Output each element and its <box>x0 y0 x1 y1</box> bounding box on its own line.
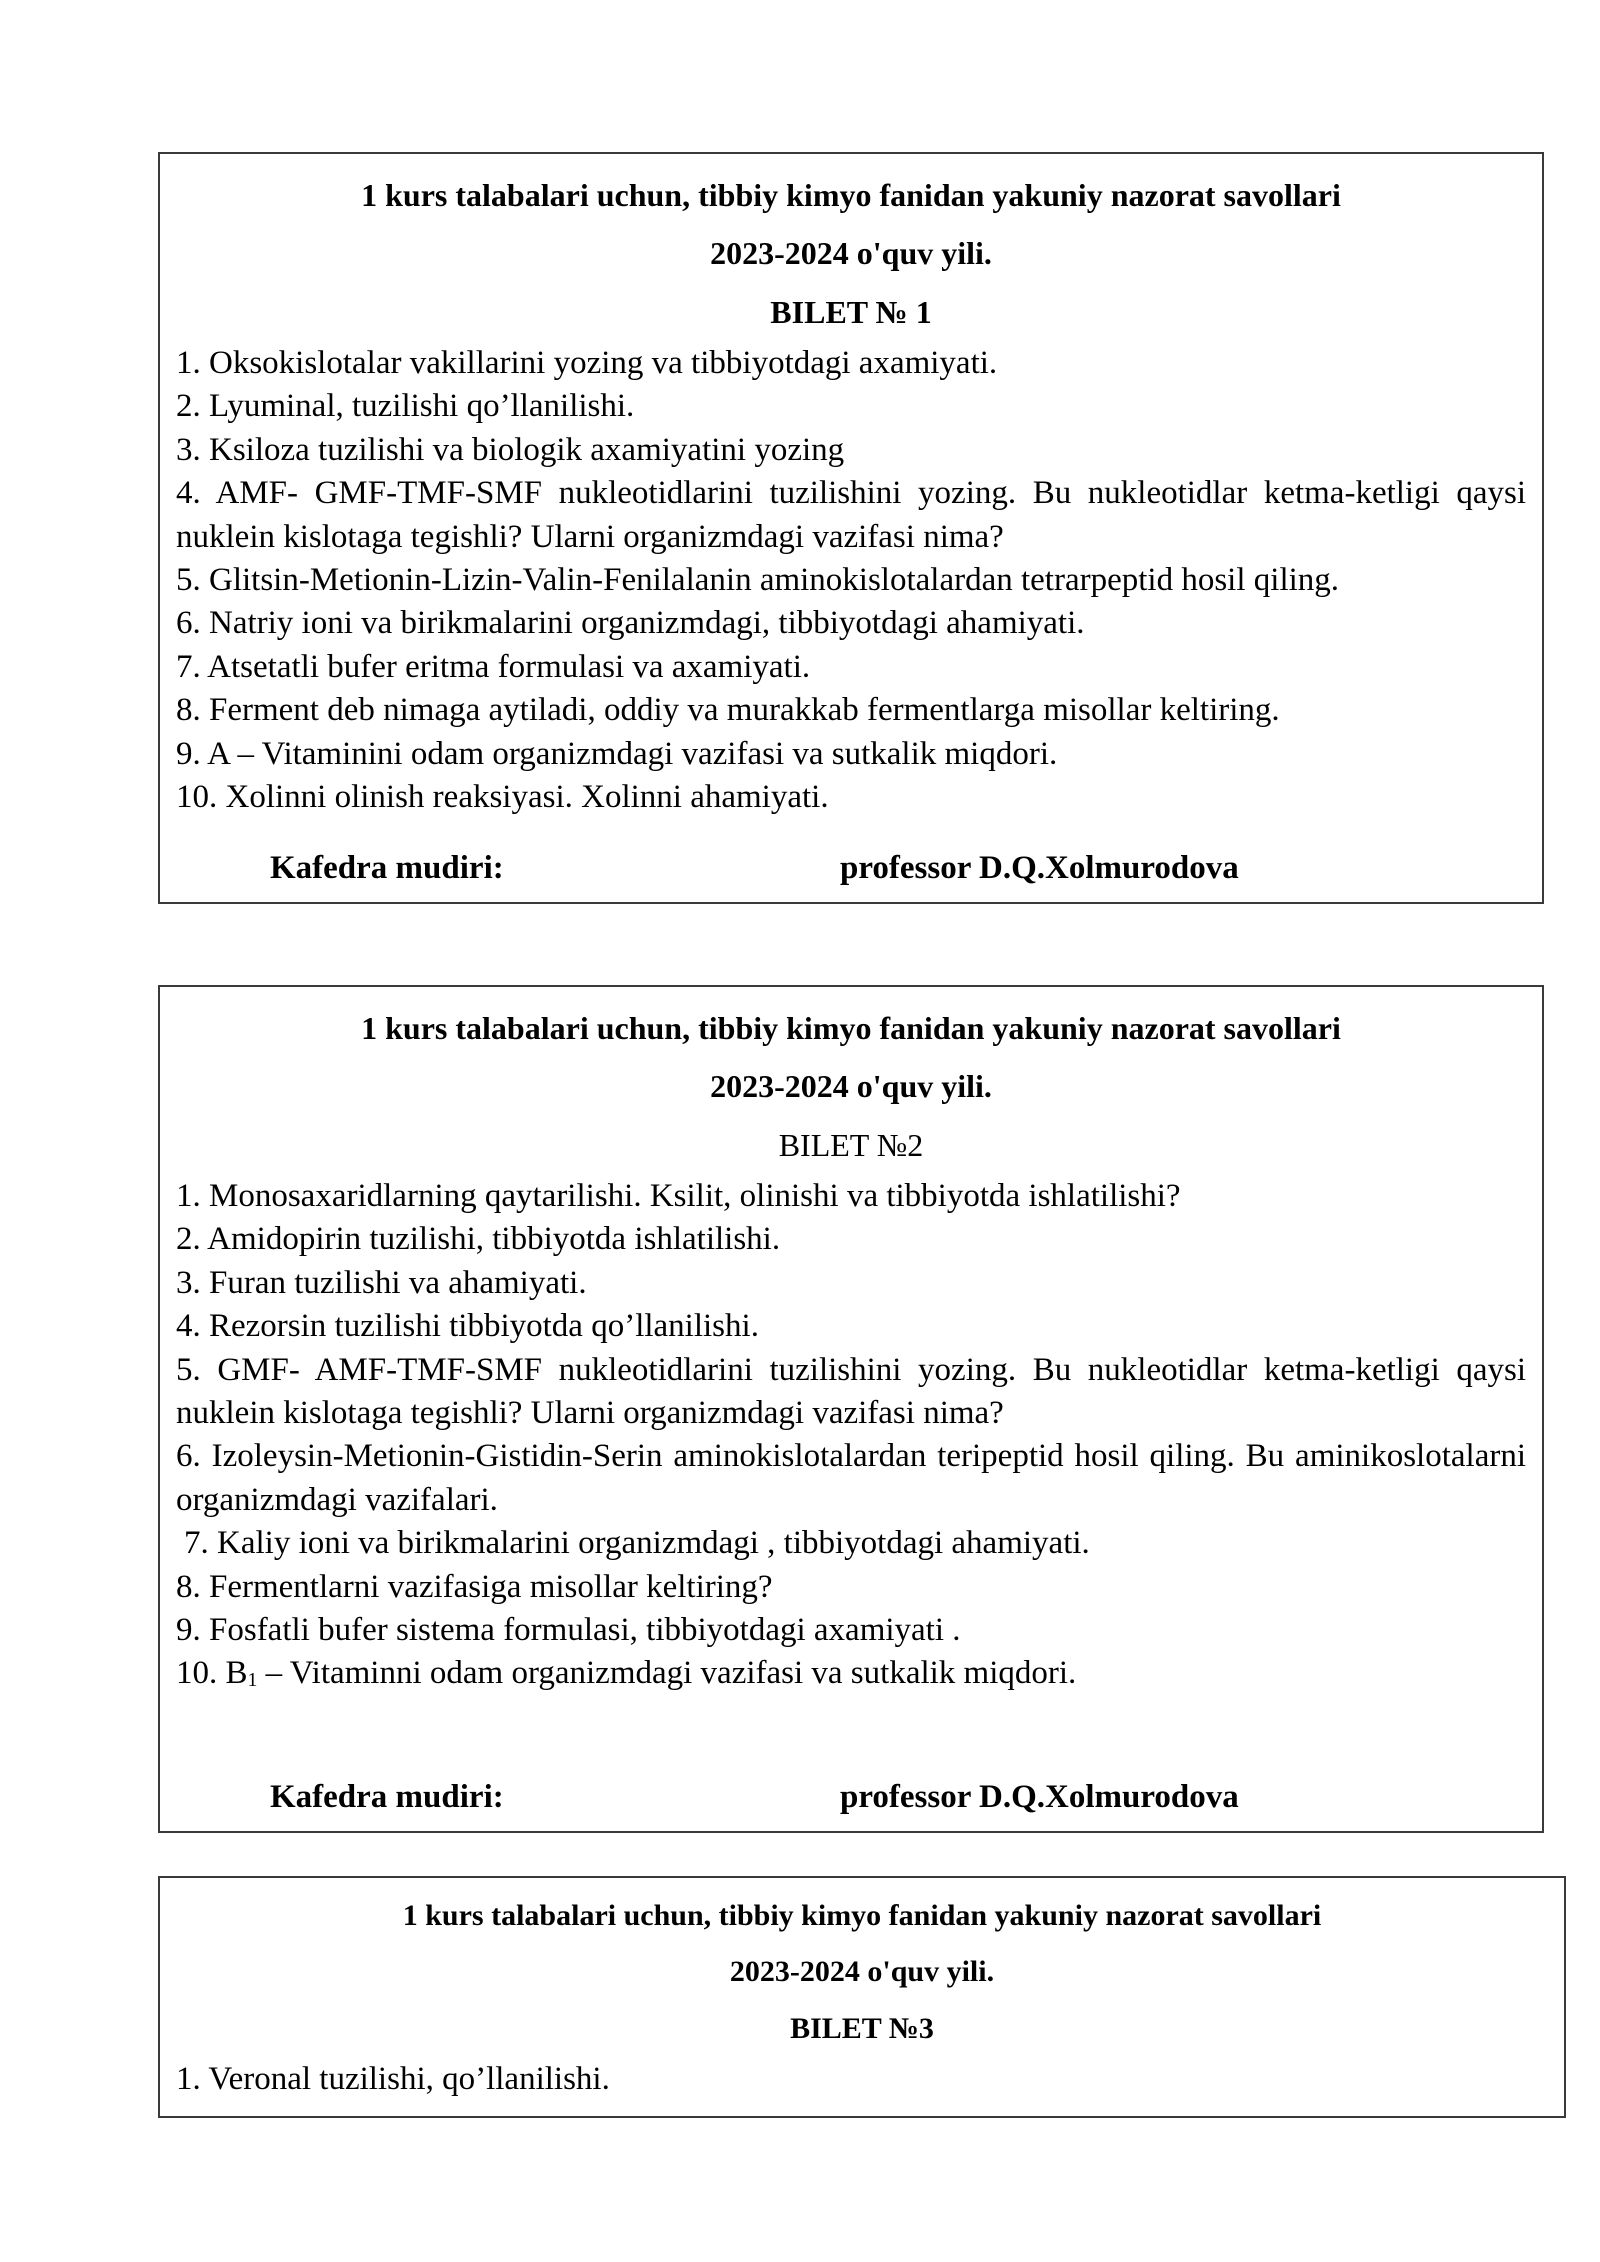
ticket-3 <box>158 1876 1566 2118</box>
question-list <box>176 342 1526 819</box>
question-item: 2. Lyuminal, tuzilishi qo’llanilishi. <box>176 388 635 425</box>
ticket-title: 1 kurs talabalari uchun, tibbiy kimyo fanidan yakuniy nazorat savollari <box>361 177 1341 213</box>
question-item: 3. Ksiloza tuzilishi va biologik axamiyatini yozing <box>176 431 845 468</box>
question-item: 1. Oksokislotalar vakillarini yozing va tibbiyotdagi axamiyati. <box>176 345 998 381</box>
question-item: 6. Natriy ioni va birikmalarini organizmdagi, tibbiyotdagi ahamiyati. <box>176 605 1085 642</box>
question-item <box>176 1652 1526 1702</box>
question-item: 3. Furan tuzilishi va ahamiyati. <box>176 1264 587 1301</box>
ticket-title: 1 kurs talabalari uchun, tibbiy kimyo fanidan yakuniy nazorat savollari <box>361 1010 1341 1046</box>
question-item: 10. Xolinni olinish reaksiyasi. Xolinni ahamiyati. <box>176 779 829 816</box>
subscript: 1 <box>247 1669 258 1692</box>
ticket-number: BILET № 1 <box>770 294 932 330</box>
question-item: 1. Veronal tuzilishi, qo’llanilishi. <box>176 2061 610 2097</box>
question-item: 9. Fosfatli bufer sistema formulasi, tibbiyotdagi axamiyati . <box>176 1612 961 1649</box>
question-item: 4. AMF- GMF-TMF-SMF nukleotidlarini tuzilishini yozing. Bu nukleotidlar ketma-ketligi qaysi nuklein kislotaga tegishli? Ularni organizmdagi vazifasi nima? <box>176 475 1526 555</box>
signature-label: Kafedra mudiri: <box>270 1779 504 1815</box>
question-rest: – Vitaminni odam organizmdagi vazifasi va sutkalik miqdori. <box>257 1655 1077 1692</box>
question-prefix: 10. B <box>176 1655 248 1692</box>
ticket-year: 2023-2024 o'quv yili. <box>729 1955 995 1988</box>
question-item: 6. Izoleysin-Metionin-Gistidin-Serin aminokislotalardan teripeptid hosil qiling. Bu aminikoslotalarni organizmdagi vazifalari. <box>176 1438 1526 1518</box>
ticket-title: 1 kurs talabalari uchun, tibbiy kimyo fanidan yakuniy nazorat savollari <box>402 1899 1322 1932</box>
question-item: 7. Atsetatli bufer eritma formulasi va axamiyati. <box>176 648 811 685</box>
question-list <box>176 1175 1526 1703</box>
question-item: 5. GMF- AMF-TMF-SMF nukleotidlarini tuzilishini yozing. Bu nukleotidlar ketma-ketligi qaysi nuklein kislotaga tegishli? Ularni organizmdagi vazifasi nima? <box>176 1351 1526 1432</box>
ticket-2 <box>158 985 1544 1833</box>
ticket-year: 2023-2024 o'quv yili. <box>710 235 992 271</box>
question-item: 8. Fermentlarni vazifasiga misollar keltiring? <box>176 1568 773 1605</box>
ticket-number: BILET №3 <box>790 2012 934 2045</box>
ticket-1 <box>158 152 1544 904</box>
question-item: 8. Ferment deb nimaga aytiladi, oddiy va murakkab fermentlarga misollar keltiring. <box>176 692 1280 729</box>
question-item: 2. Amidopirin tuzilishi, tibbiyotda ishlatilishi. <box>176 1221 781 1258</box>
question-item: 1. Monosaxaridlarning qaytarilishi. Ksilit, olinishi va tibbiyotda ishlatilishi? <box>176 1178 1181 1214</box>
signature-name: professor D.Q.Xolmurodova <box>840 850 1239 886</box>
signature-line <box>160 850 1542 902</box>
question-item: 9. A – Vitaminini odam organizmdagi vazifasi va sutkalik miqdori. <box>176 735 1058 772</box>
signature-label: Kafedra mudiri: <box>270 850 504 886</box>
question-item: 5. Glitsin-Metionin-Lizin-Valin-Fenilalanin aminokislotalardan tetrarpeptid hosil qiling. <box>176 562 1340 599</box>
question-item: 4. Rezorsin tuzilishi tibbiyotda qo’llanilishi. <box>176 1308 759 1345</box>
signature-line <box>160 1779 1542 1831</box>
question-item: 7. Kaliy ioni va birikmalarini organizmdagi , tibbiyotdagi ahamiyati. <box>184 1525 1090 1562</box>
signature-name: professor D.Q.Xolmurodova <box>840 1779 1239 1815</box>
ticket-number: BILET №2 <box>778 1127 924 1163</box>
ticket-year: 2023-2024 o'quv yili. <box>710 1068 992 1104</box>
question-list <box>176 2058 1548 2101</box>
